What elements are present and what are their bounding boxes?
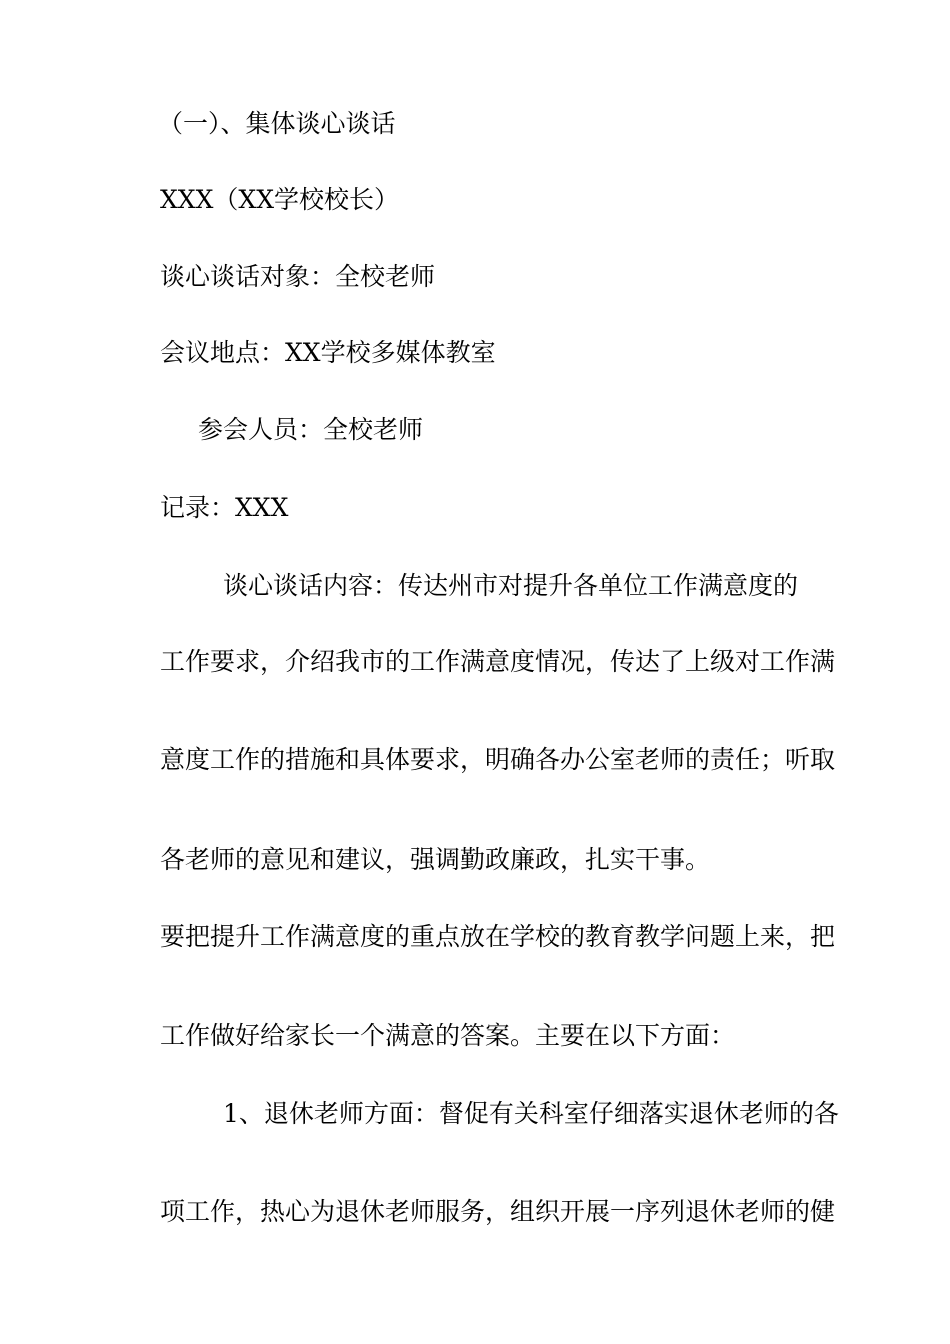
venue-line: 会议地点：XX学校多媒体教室 bbox=[160, 338, 496, 367]
focus-paragraph-line: 工作做好给家长一个满意的答案。主要在以下方面： bbox=[160, 1021, 736, 1050]
content-paragraph-line: 谈心谈话内容：传达州市对提升各单位工作满意度的 bbox=[223, 571, 799, 600]
recorder-line: 记录：XXX bbox=[160, 493, 289, 522]
attendees-line: 参会人员：全校老师 bbox=[198, 415, 424, 444]
focus-paragraph-line: 要把提升工作满意度的重点放在学校的教育教学问题上来，把 bbox=[160, 922, 836, 951]
content-paragraph-line: 工作要求，介绍我市的工作满意度情况，传达了上级对工作满 bbox=[160, 647, 836, 676]
item-1-paragraph-line: 项工作，热心为退休老师服务，组织开展一序列退休老师的健 bbox=[160, 1197, 836, 1226]
talk-target-line: 谈心谈话对象：全校老师 bbox=[160, 262, 436, 291]
section-heading: （一）、集体谈心谈话 bbox=[158, 109, 396, 138]
host-line: XXX（XX学校校长） bbox=[160, 185, 399, 214]
item-1-paragraph-line: 1、退休老师方面：督促有关科室仔细落实退休老师的各 bbox=[223, 1099, 839, 1128]
content-paragraph-line: 意度工作的措施和具体要求，明确各办公室老师的责任；听取 bbox=[160, 745, 836, 774]
content-paragraph-line: 各老师的意见和建议，强调勤政廉政，扎实干事。 bbox=[160, 845, 711, 874]
